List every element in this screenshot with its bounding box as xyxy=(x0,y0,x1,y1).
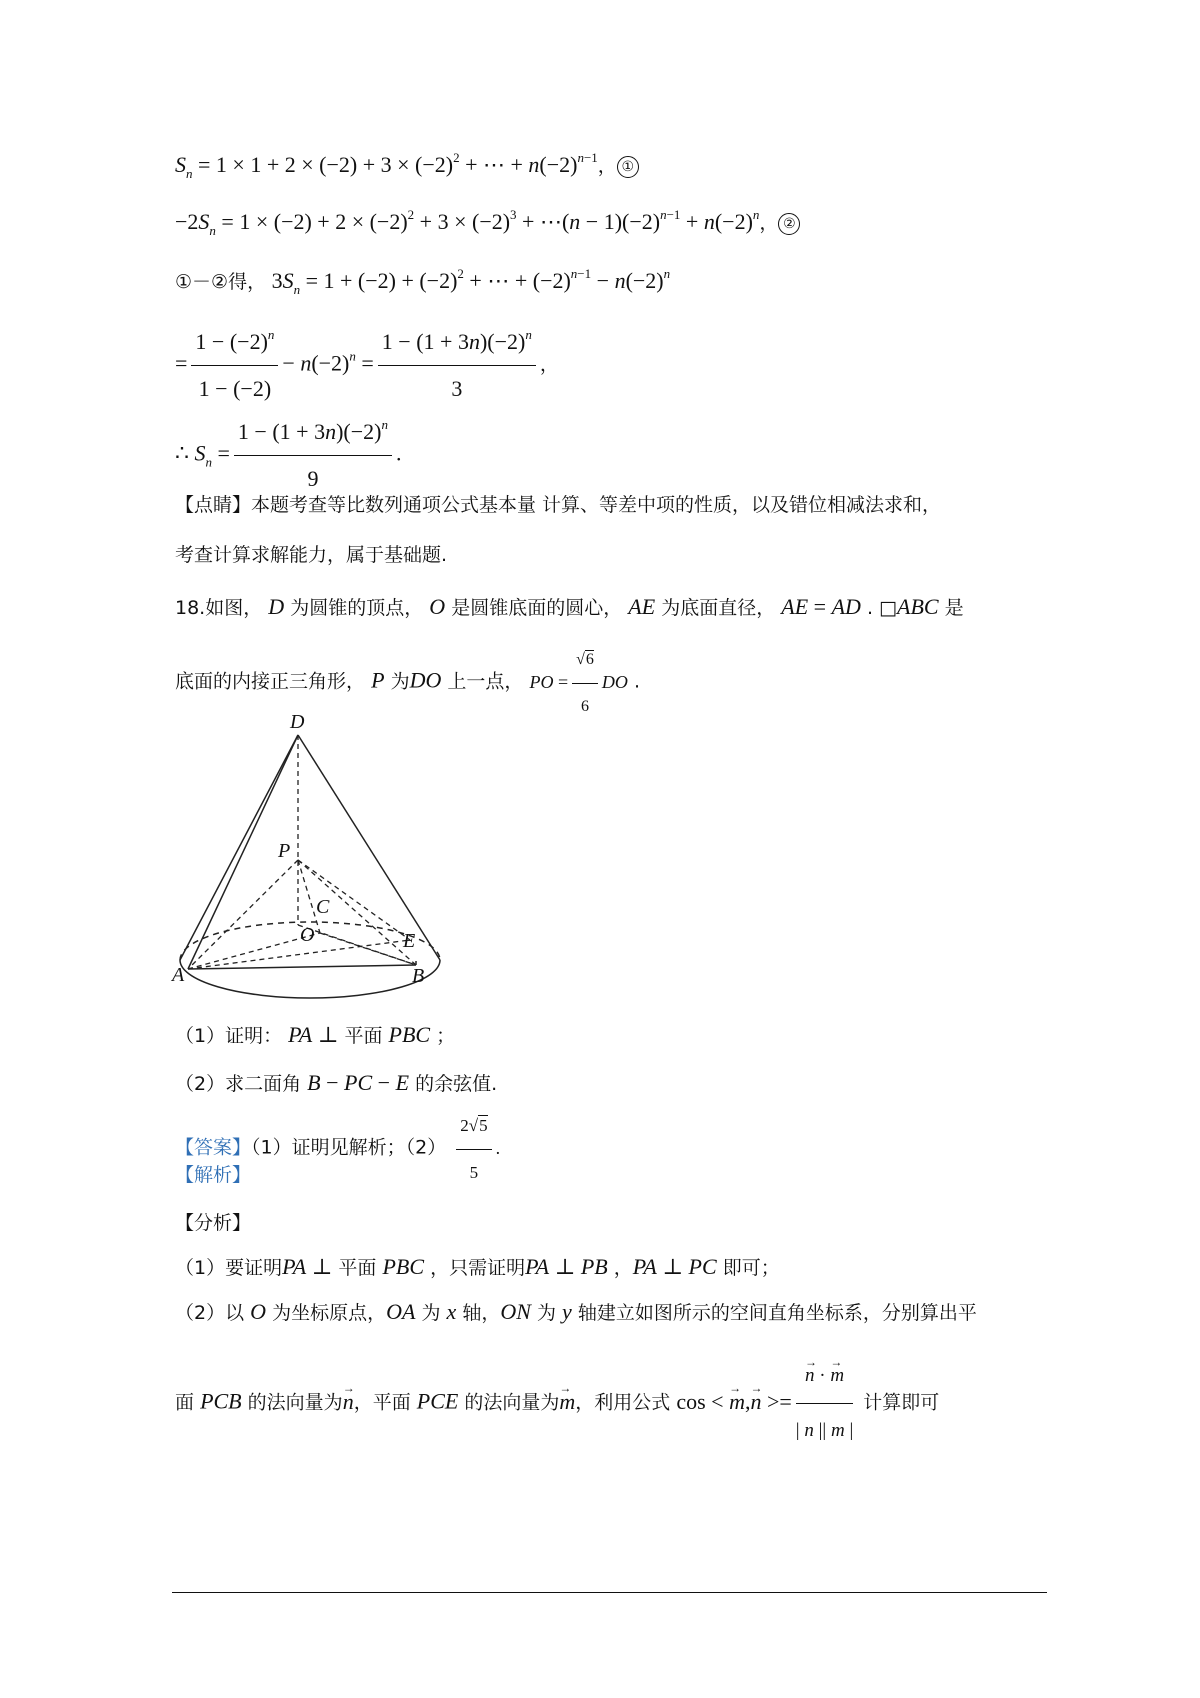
problem-18-line-1: 18.如图， D 为圆锥的顶点， O 是圆锥底面的圆心， AE 为底面直径， AE = AD . □ABC 是 xyxy=(175,594,964,619)
equation-marker-1: ① xyxy=(617,156,639,178)
analysis-part-1: （1）要证明PA ⊥ 平面 PBC ，只需证明PA ⊥ PB ，PA ⊥ PC 即可； xyxy=(175,1254,780,1279)
edge-PE xyxy=(298,860,410,940)
answer-line: 【答案】（1）证明见解析；（2） $\frac{2√5}{5}$ . xyxy=(175,1106,500,1193)
label-E: E xyxy=(403,930,416,952)
equation-marker-2: ② xyxy=(778,213,800,235)
sub-question-1: （1）证明： PA ⊥ 平面 PBC ； xyxy=(175,1022,456,1047)
label-C: C xyxy=(316,896,330,918)
label-B: B xyxy=(412,965,425,987)
answer-label: 【答案】 xyxy=(175,1136,252,1159)
fenxi-label: 【分析】 xyxy=(175,1212,252,1234)
equation-subtract: ①－②得， $3S_n = 1 + (-2) + (-2)^2$ + ⋯ + $(-2)^{n-1} - n(-2)^n$ xyxy=(175,266,671,297)
equation-result: ∴ $S_n$ = $\frac{1 - (1 + 3n)(-2)^n}{9}$ . xyxy=(175,412,401,499)
equation-neg2sn: $-2S_n = 1 \times (-2) + 2 \times (-2)^2 + 3 \times (-2)^3$ + ⋯(n − $1)(-2)^{n-1} + n(-2)^n$， ② xyxy=(175,207,800,238)
analysis-part-2: （2）以 O 为坐标原点，OA 为 x 轴，ON 为 y 轴建立如图所示的空间直角坐标系，分别算出平 xyxy=(175,1299,977,1324)
problem-18-line-2: 底面的内接正三角形， P 为DO 上一点， PO = $\frac{√6}{6}$ DO . xyxy=(175,640,640,727)
cone-figure xyxy=(172,711,440,990)
edge-AB xyxy=(188,965,416,969)
page-bottom-rule xyxy=(172,1592,1047,1593)
label-O: O xyxy=(300,924,315,946)
diameter-AE xyxy=(188,940,410,969)
label-P: P xyxy=(278,840,291,862)
remark-line-2: 考查计算求解能力，属于基础题. xyxy=(175,544,448,566)
problem-number: 18. xyxy=(175,597,206,619)
equation-sn: $S_n = 1 \times 1 + 2 \times (-2) + 3 \times (-2)^2$ + ⋯ + $n(-2)^{n-1}$， ① xyxy=(175,150,639,181)
label-D: D xyxy=(290,711,305,733)
remark-label: 【点睛】 xyxy=(175,494,252,516)
analysis-part-3: 面 PCB 的法向量为→ n，平面 PCE 的法向量为→ m，利用公式 cos < → m,→ n >= → $\frac{n \cdot \to m}{| n || m |}$ 计算即可 xyxy=(175,1352,939,1455)
subtract-label: ①－②得， xyxy=(175,271,267,293)
analysis-label: 【解析】 xyxy=(175,1164,252,1186)
label-A: A xyxy=(172,964,185,986)
sub-question-2: （2）求二面角 B − PC − E 的余弦值. xyxy=(175,1070,498,1095)
equation-simplify: = $\frac{1 - (-2)^n}{1 - (-2)}$ − $n(-2)^n$ = $\frac{1 - (1 + 3n)(-2)^n}{3}$ ， xyxy=(175,322,559,409)
remark-line-1: 【点睛】本题考查等比数列通项公式基本量 计算、等差中项的性质，以及错位相减法求和， xyxy=(175,494,942,516)
